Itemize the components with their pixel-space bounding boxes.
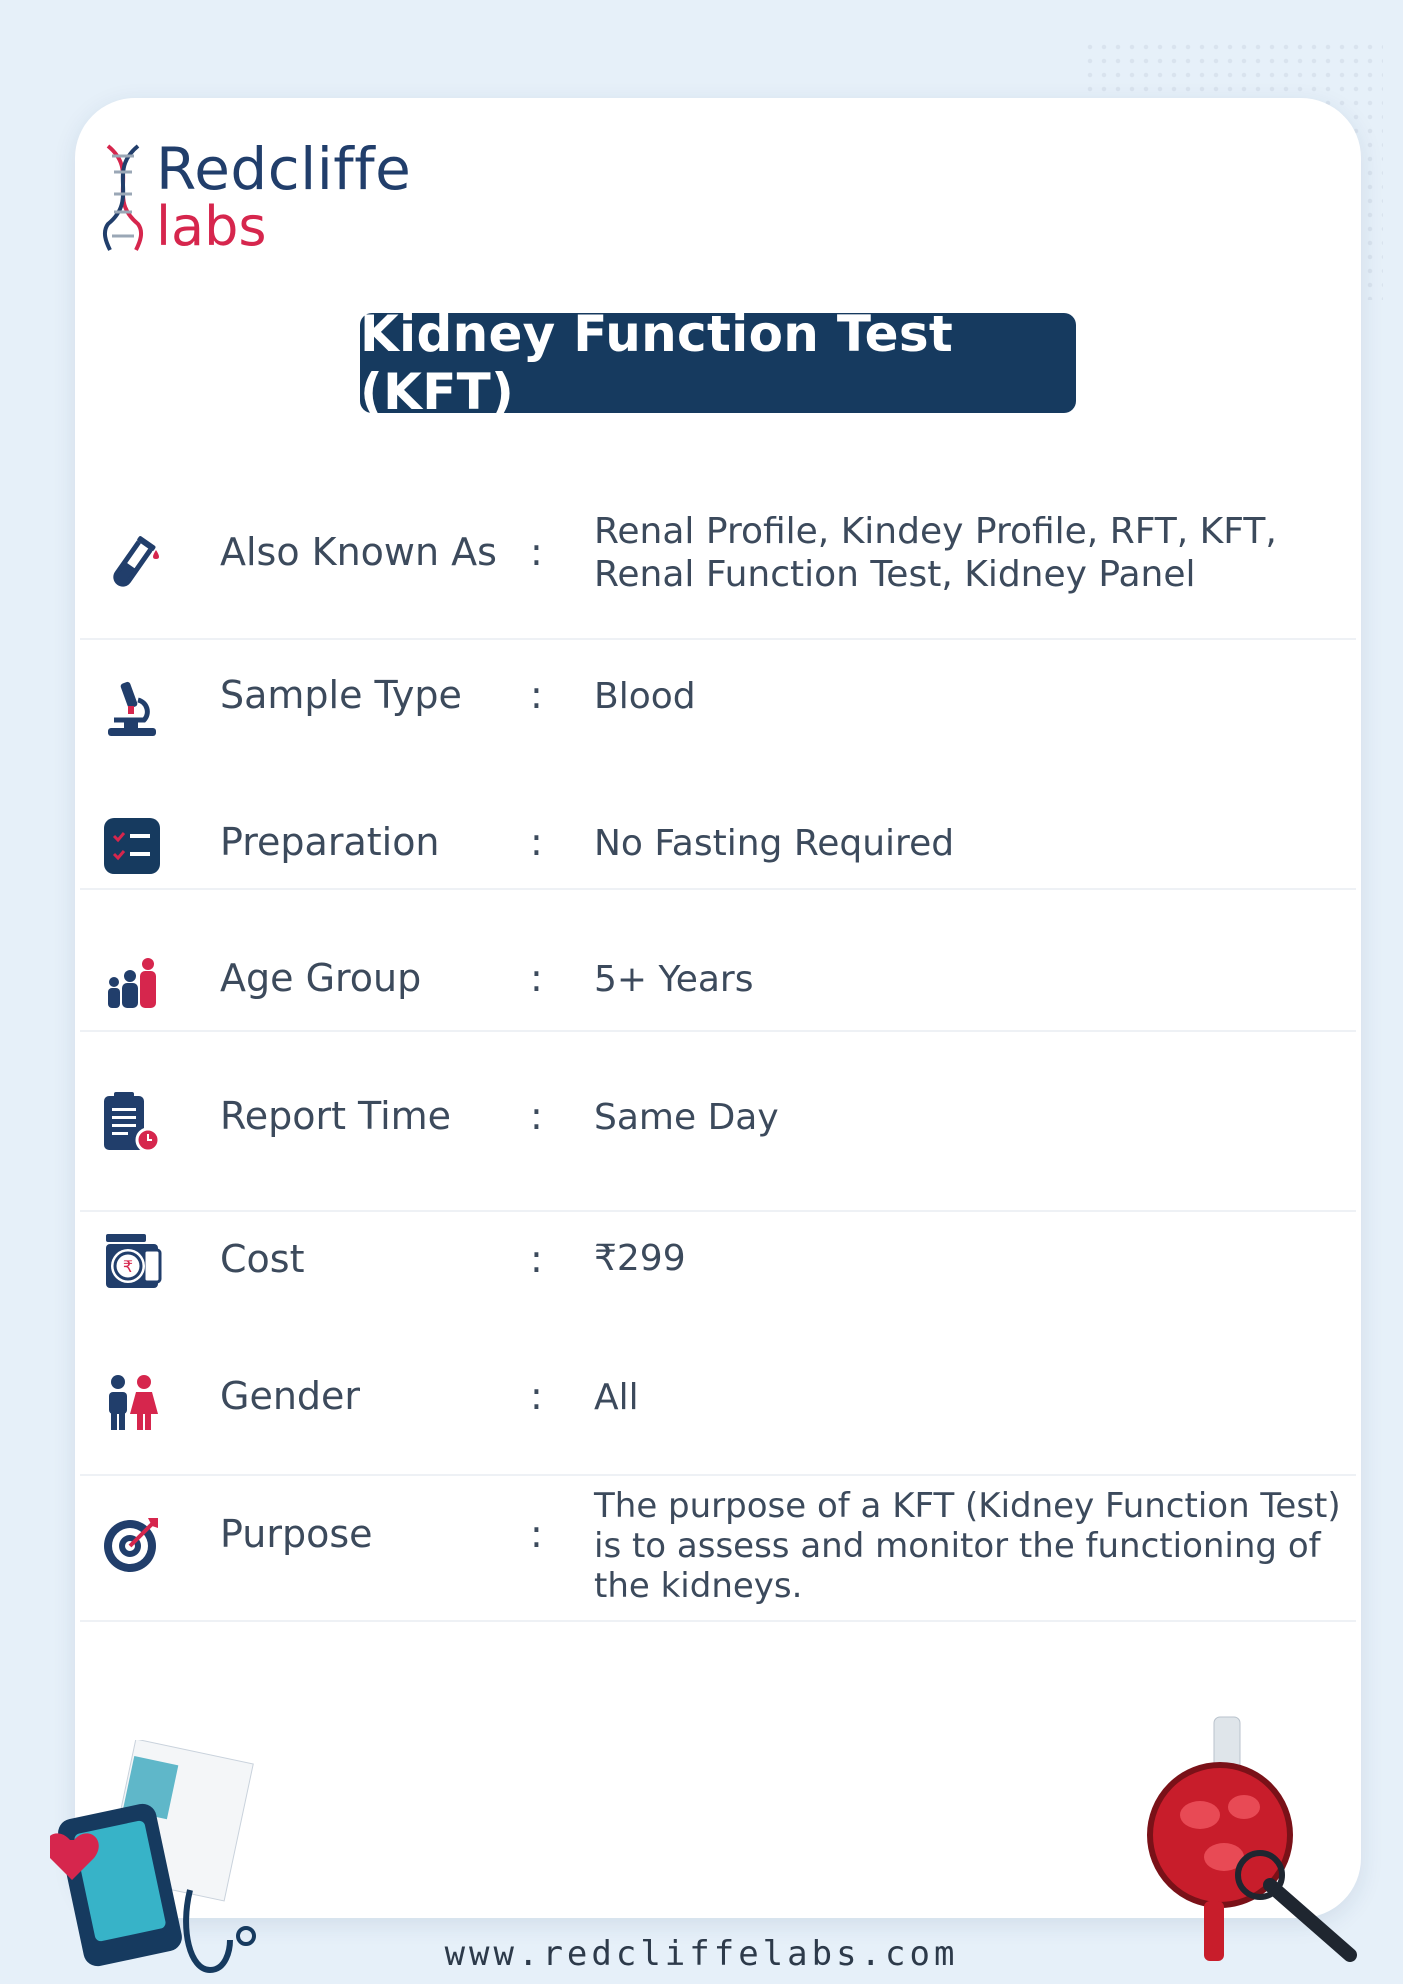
- row-label: Gender: [220, 1374, 361, 1418]
- row-label: Purpose: [220, 1512, 373, 1556]
- row-colon: :: [530, 1512, 543, 1556]
- row-label: Also Known As: [220, 530, 497, 574]
- row-colon: :: [530, 956, 543, 1000]
- target-icon: [100, 1512, 164, 1576]
- dna-icon: [100, 142, 146, 254]
- row-value: No Fasting Required: [594, 823, 955, 864]
- family-icon: [100, 952, 164, 1016]
- row-value: ₹299: [594, 1238, 686, 1279]
- info-row-age-group: [80, 890, 1356, 1032]
- row-label: Age Group: [220, 956, 422, 1000]
- report-clock-icon: [100, 1090, 164, 1154]
- rupee-cash-icon: [100, 1230, 164, 1294]
- row-label: Cost: [220, 1237, 305, 1281]
- info-row-report-time: [80, 1032, 1356, 1212]
- redcliffe-logo: [100, 135, 460, 260]
- row-value: Same Day: [594, 1097, 779, 1138]
- info-row-purpose: [80, 1476, 1356, 1622]
- page-title: Kidney Function Test (KFT): [360, 313, 1076, 413]
- row-label: Sample Type: [220, 673, 462, 717]
- gender-icon: [100, 1370, 164, 1434]
- row-colon: :: [530, 1094, 543, 1138]
- row-value: Renal Profile, Kindey Profile, RFT, KFT, Renal Function Test, Kidney Panel: [594, 511, 1277, 595]
- info-row-cost: [80, 1212, 1356, 1314]
- row-colon: :: [530, 1374, 543, 1418]
- website-url[interactable]: www.redcliffelabs.com: [444, 1934, 959, 1974]
- info-row-sample-type: [80, 640, 1356, 782]
- row-value: 5+ Years: [594, 959, 754, 1000]
- svg-text:₹: ₹: [122, 1257, 134, 1276]
- row-label: Report Time: [220, 1094, 452, 1138]
- row-colon: :: [530, 820, 543, 864]
- row-value: All: [594, 1377, 639, 1418]
- checklist-icon: [100, 814, 164, 878]
- row-colon: :: [530, 530, 543, 574]
- microscope-icon: [100, 676, 164, 740]
- row-value: The purpose of a KFT (Kidney Function Test) is to assess and monitor the functioning of the kidneys.: [594, 1486, 1341, 1606]
- row-colon: :: [530, 1237, 543, 1281]
- logo-line1: Redcliffe: [156, 135, 412, 203]
- row-colon: :: [530, 673, 543, 717]
- info-row-preparation: [80, 782, 1356, 890]
- row-value: Blood: [594, 676, 696, 717]
- info-row-gender: [80, 1314, 1356, 1476]
- logo-line2: labs: [156, 195, 267, 258]
- info-row-also-known-as: [80, 490, 1356, 640]
- row-label: Preparation: [220, 820, 440, 864]
- test-tube-icon: [100, 532, 164, 596]
